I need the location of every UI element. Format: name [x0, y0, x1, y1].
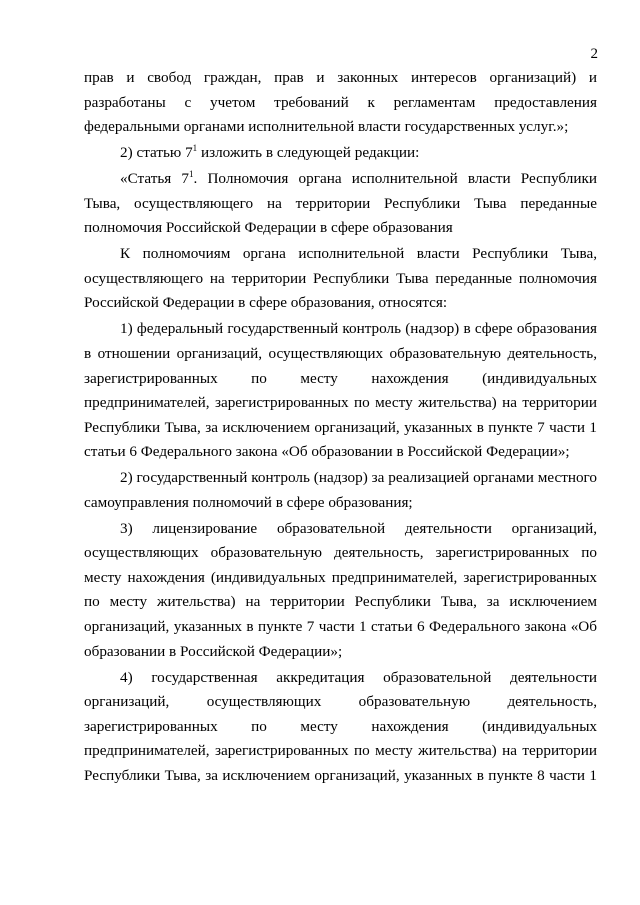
item-2-text-before: 2) статью 7 — [120, 144, 193, 162]
paragraph-power-4: 4) государственная аккредитация образовательной деятельности организаций, осуществляющих образовательную деятельность, зарегистрированных по месту нахождения (индивидуальных предпринимателей, зарегистрированных по месту жительства) на территории Республики Тыва, за исключением организаций, указанных в пункте 8 части 1 — [84, 668, 597, 784]
paragraph-power-3: 3) лицензирование образовательной деятельности организаций, осуществляющих образовательную деятельность, зарегистрированных по месту нахождения (индивидуальных предпринимателей, зарегистрированных по месту жительства) на территории Республики Тыва, за исключением организаций, указанных в пункте 7 части 1 статьи 6 Федерального закона «Об образовании в Российской Федерации»; — [84, 519, 597, 660]
paragraph-item-2 — [84, 141, 597, 166]
paragraph-power-1: 1) федеральный государственный контроль (надзор) в сфере образования в отношении организаций, осуществляющих образовательную деятельность, зарегистрированных по месту нахождения (индивидуальных предпринимателей, зарегистрированных по месту жительства) на территории Республики Тыва, за исключением организаций, указанных в пункте 7 части 1 статьи 6 Федерального закона «Об образовании в Российской Федерации»; — [84, 320, 597, 461]
paragraph-powers-intro: К полномочиям органа исполнительной власти Республики Тыва, осуществляющего на территории Республики Тыва переданные полномочия Российской Федерации в сфере образования, относятся: — [84, 245, 597, 312]
paragraph-continuation: прав и свобод граждан, прав и законных интересов организаций) и разработаны с учетом требований к регламентам предоставления федеральными органами исполнительной власти государственных услуг.»; — [84, 69, 597, 136]
item-2-text-after: изложить в следующей редакции: — [197, 144, 420, 162]
article-heading-before: «Статья 7 — [120, 170, 189, 188]
paragraph-power-2: 2) государственный контроль (надзор) за реализацией органами местного самоуправления полномочий в сфере образования; — [84, 469, 597, 511]
article-heading-superscript: 1 — [189, 169, 194, 180]
article-heading-after: . Полномочия органа исполнительной власти Республики Тыва, осуществляющего на территории Республики Тыва переданные полномочия Российской Федерации в сфере образования — [84, 170, 597, 237]
item-2-superscript: 1 — [192, 143, 198, 154]
page-number: 2 — [590, 46, 598, 62]
paragraph-article-heading — [84, 167, 597, 241]
document-body — [84, 66, 597, 790]
